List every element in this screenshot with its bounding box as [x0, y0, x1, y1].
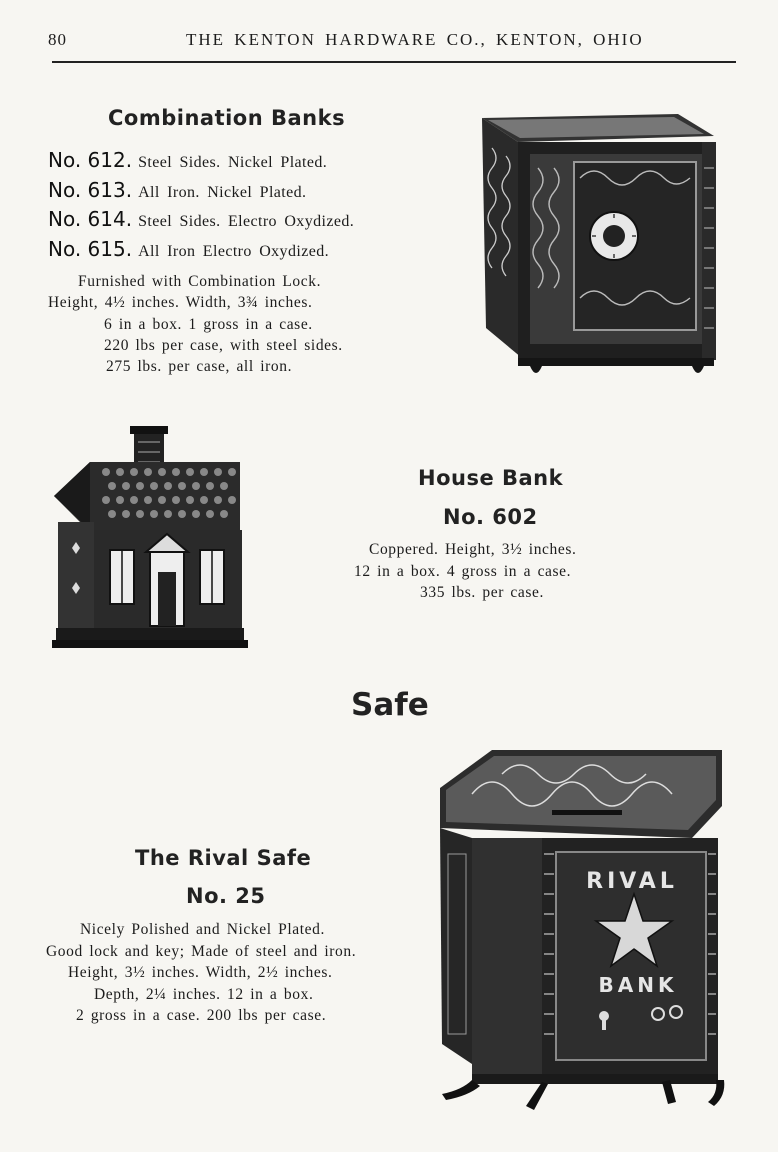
model-number: No. 612. — [48, 148, 133, 172]
safe-heading: Safe — [351, 687, 429, 723]
model-description: All Iron Electro Oxydized. — [138, 243, 329, 260]
house-bank-number: No. 602 — [443, 505, 538, 529]
spec-line: 6 in a box. 1 gross in a case. — [104, 316, 313, 333]
running-header: THE KENTON HARDWARE CO., KENTON, OHIO — [186, 30, 644, 49]
spec-line: 220 lbs per case, with steel sides. — [104, 337, 343, 354]
model-number: No. 615. — [48, 237, 133, 261]
model-description: Steel Sides. Nickel Plated. — [138, 154, 328, 171]
model-row — [48, 178, 306, 202]
model-description: Steel Sides. Electro Oxydized. — [138, 213, 355, 230]
spec-line: Good lock and key; Made of steel and iron. — [46, 943, 357, 960]
spec-line: 2 gross in a case. 200 lbs per case. — [76, 1007, 327, 1024]
spec-line: Furnished with Combination Lock. — [78, 273, 322, 290]
model-number: No. 613. — [48, 178, 133, 202]
spec-line: 12 in a box. 4 gross in a case. — [354, 563, 572, 580]
model-row — [48, 237, 329, 261]
safe-bank-lettering: BANK — [598, 973, 678, 997]
rival-safe-number: No. 25 — [186, 884, 266, 908]
spec-line: Height, 4½ inches. Width, 3¾ inches. — [48, 294, 313, 311]
spec-line: Depth, 2¼ inches. 12 in a box. — [94, 986, 314, 1003]
house-bank-title: House Bank — [418, 466, 564, 490]
combination-bank-illustration — [478, 108, 734, 384]
spec-line: Coppered. Height, 3½ inches. — [369, 541, 577, 558]
safe-rival-lettering: RIVAL — [586, 869, 678, 894]
spec-line: 335 lbs. per case. — [420, 584, 544, 601]
model-number: No. 614. — [48, 207, 133, 231]
model-row — [48, 148, 327, 172]
rival-safe-illustration — [432, 744, 732, 1116]
page-number: 80 — [48, 30, 67, 49]
model-row — [48, 207, 354, 231]
model-description: All Iron. Nickel Plated. — [138, 184, 307, 201]
spec-line: Nicely Polished and Nickel Plated. — [80, 921, 325, 938]
house-bank-illustration — [50, 422, 250, 662]
header-rule — [52, 61, 736, 63]
rival-safe-title: The Rival Safe — [135, 846, 312, 870]
spec-line: 275 lbs. per case, all iron. — [106, 358, 293, 375]
combination-banks-title: Combination Banks — [108, 106, 346, 130]
spec-line: Height, 3½ inches. Width, 2½ inches. — [68, 964, 333, 981]
